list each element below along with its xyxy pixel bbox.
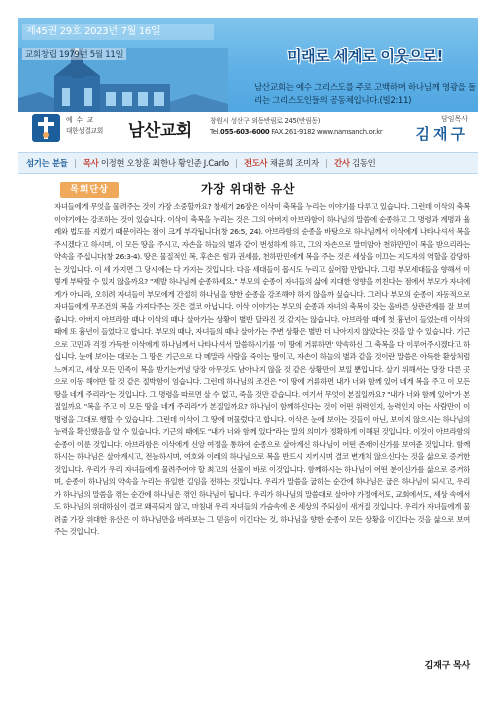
church-address: 창원시 성산구 외동반림로 245(반림동) [210,117,321,125]
article-paragraph: 자녀들에게 무엇을 물려주는 것이 가장 소중할까요? 창세기 26장은 이삭이 축복을 누리는 이야기를 다루고 있습니다. 그런데 이삭의 축복 이야기에는 강조하는 것이 있습니다. 이삭이 축복을 누리는 것은 그의 아버지 아브라함이 하나님의 말씀에 순종하고 그 명령과 계명과 율례와 법도를 지켰기 때문이라는 점이 크게 부각됩니다(창 26:5, 24). 아브라함의 순종을 바탕으로 하나님께서 이삭에게 나타나셔서 복을 주시겠다고 하시며, 이 모든 땅을 주시고, 자손을 하늘의 별과 같이 번성하게 하고, 그의 자손으로 말미암아 천하만민이 복을 받으리라는 약속을 주십니다(창 26:3-4). 땅은 물질적인 복, 후손은 힘과 권세를, 천하만민에게 복을 주는 것은 세상을 이끄는 지도자의 역할을 감당하는 것입니다. 이 세 가지면 그 당시에는 다 가지는 것입니다. 다음 세대들이 몹시도 누리고 싶어할 만합니다. 그럼 부모세대들을 향해서 이렇게 부탁할 수 있지 않을까요? "제발 하나님께 순종하세요." 부모의 순종이 자녀들의 삶에 지대한 영향을 끼친다는 점에서 부모가 자녀에게가 아니라, 오히려 자녀들이 부모에게 간절히 하나님을 향한 순종을 강조해야 하지 않을까 싶습니다. 그러나 부모의 순종이 자동적으로 자녀들에게 무조건의 복을 가져다주는 것은 결코 아닙니다. 이삭 이야기는 부모의 순종과 자녀의 축복이 갖는 올바른 상관관계를 잘 보여줍니다. 아버지 아브라함 때나 이삭의 때나 살아가는 상황이 별반 달라진 것 같지는 않습니다. 아브라함 때에 첫 흉년이 들었는데 이삭의 때에 또 흉년이 들었다고 합니다. 부모의 때나, 자녀들의 때나 살아가는 주변 상황은 별반 더 나아지지 않았다는 것을 알 수 있습니다. 기근으로 고민과 걱정 가득한 이삭에게 하나님께서 나타나셔서 말씀하시기를 '이 땅에 거류하면' 약속하신 그 축복을 다 이루어주시겠다고 하십니다. 눈에 보이는 대로는 그 땅은 기근으로 다 메말라 사람을 죽이는 땅이고, 자손이 하늘의 별과 같을 것이란 말씀은 아득한 환상처럼 느껴지고, 세상 모든 민족이 복을 받기는커녕 당장 아무것도 남아나지 않을 것 같은 상황만이 보일 뿐입니다. 살기 위해서는 당장 다른 곳으로 이동 해야만 할 것 같은 절박함이 엄습니다. 그런데 하나님의 조건은 "이 땅에 거류하면 내가 너와 함께 있어 네게 복을 주고 이 모든 땅을 네게 주리라"는 것입니다. 그 명령을 따르면 살 수 없고, 죽을 것만 같습니다. 여기서 무엇이 본질일까요? "내가 너와 함께 있어"가 본질일까요 "복을 주고 이 모든 땅을 네게 주리라"가 본질일까요? 하나님이 함께하신다는 것이 어떤 위력인지, 능력인지 아는 사람만이 이 명령을 그대로 행할 수 있습니다. 그런데 이삭이 그 땅에 머물렀다고 합니다. 이삭은 눈에 보이는 것들이 아닌, 보이지 않으시는 하나님의 능력을 확신했음을 알 수 있습니다. 기근의 때에도 "내가 너와 함께 있다"라는 말의 의미가 정확하게 이해된 것입니다. 이것이 아브라함의 순종이 이룬 것입니다. 아브라함은 이삭에게 신앙 여정을 통하여 순종으로 살아계신 하나님이 어떤 존재이신가를 보여준 것입니다. 함께하시는 하나님은 살아계시고, 전능하시며, 여호와 이레의 하나님으로 복을 반드시 지키시며 결코 변개치 않으신다는 것을 삶으로 증거한 것입니다. 우리가 우리 자녀들에게 물려주어야 할 최고의 선물이 바로 이것입니다. 함께하시는 하나님이 어떤 분이신가를 삶으로 증거하며, 순종이 하나님의 약속을 누리는 유일한 길임을 전하는 것입니다. 우리가 말씀을 굽히는 순간에 하나님은 굽은 하나님이 되시고, 우리가 하나님의 말씀을 꺾는 순간에 하나님은 꺾인 하나님이 됩니다. 우리가 하나님의 말씀대로 살아야 가정에서도, 교회에서도, 세상 속에서도 하나님의 위대하심이 결코 왜곡되지 않고, 마침내 우리 자녀들의 가슴속에 온 세상의 주되심이 새겨질 것입니다. 우리가 자녀들에게 물려줄 가장 위대한 유산은 이 하나님만을 바라보는 그 믿음이 이긴다는 것, 하나님을 향한 순종이 모든 상황을 이긴다는 것을 삶으로 보여주는 것입니다. [54,202,470,537]
divider: | [235,158,238,168]
senior-pastor [392,114,468,144]
article-signature: 김재구 목사 [424,661,470,671]
church-phone-line [210,127,400,138]
church-verse: 남산교회는 예수 그리스도를 주로 고백하며 하나님께 영광을 돌리는 그리스도인들의 공동체입니다.(빌2:11) [254,83,476,106]
church-logo [32,112,198,146]
divider: | [325,158,328,168]
deacon-role: 간사 [334,158,350,168]
pastor-name: 김재구 [415,125,468,143]
evangelists-names: 채윤희 조미자 [269,158,319,168]
pastors-names: 이정현 오창훈 최한나 황인준 J.Carlo [100,158,229,168]
church-name: 남산교회 [128,121,192,141]
founded-date: 교회창립 1979년 5월 11일 [22,48,126,60]
column-tag: 목회단상 [60,182,119,198]
denomination-line1: 예 수 교 [66,116,95,124]
church-emblem-icon [32,114,60,142]
slogan: 미래로 세계로 이웃으로! [287,47,443,65]
church-contact [210,116,400,138]
issue-info: 제45권 29호 2023년 7월 16일 [22,24,214,40]
ministers-label: 섬기는 분들 [26,158,68,168]
article-body [54,201,470,539]
ministers-bar [18,152,478,174]
tel-number: 055-603-6000 [220,128,270,136]
pastors-role: 목사 [82,158,99,168]
denomination-line2: 대한성결교회 [66,127,104,135]
church-info [18,112,478,148]
evangelists-role: 전도사 [243,158,268,168]
pastor-role: 담임목사 [440,115,468,123]
article-title: 가장 위대한 유산 [200,182,295,196]
divider: | [73,158,77,168]
fax-website: FAX.261-9182 www.namsanch.or.kr [271,128,383,136]
deacon-name: 김동인 [352,158,376,168]
tel-label: Tel. [210,128,221,136]
